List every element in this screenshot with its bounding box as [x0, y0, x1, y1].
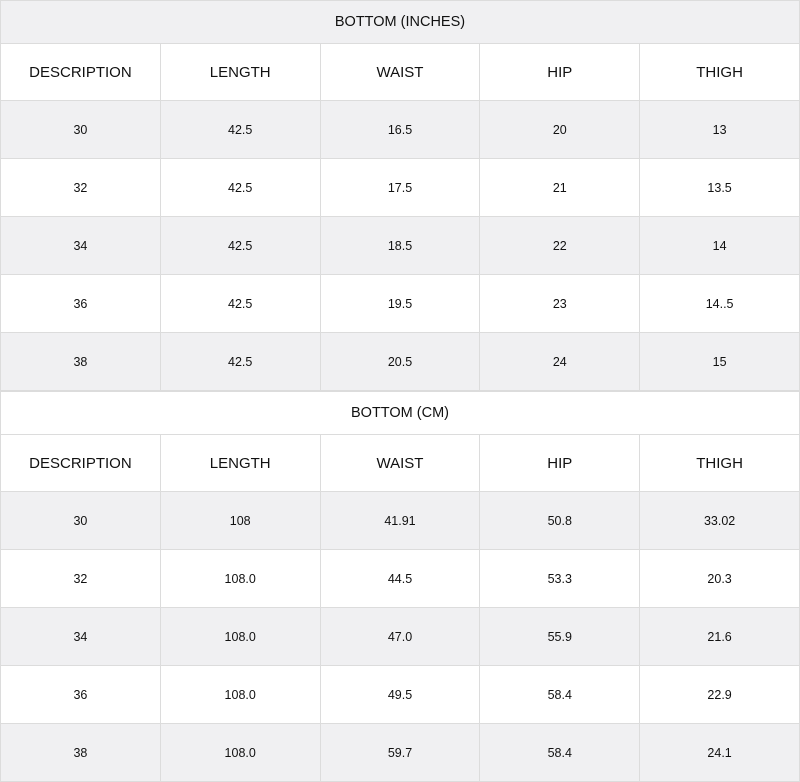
table-cell: 38 — [1, 333, 161, 391]
table-cell: 53.3 — [480, 550, 640, 608]
table-cell: 13 — [640, 101, 800, 159]
table-cell: 24.1 — [640, 724, 800, 782]
table-cell: 16.5 — [320, 101, 480, 159]
table-cell: 17.5 — [320, 159, 480, 217]
table-cell: 108 — [160, 492, 320, 550]
column-header: HIP — [480, 435, 640, 492]
table-cell: 32 — [1, 159, 161, 217]
table-cell: 42.5 — [160, 333, 320, 391]
table-cell: 47.0 — [320, 608, 480, 666]
cm-size-table — [0, 391, 800, 782]
table-row — [1, 159, 800, 217]
column-header: LENGTH — [160, 44, 320, 101]
column-header: HIP — [480, 44, 640, 101]
table-cell: 32 — [1, 550, 161, 608]
table-cell: 18.5 — [320, 217, 480, 275]
table-header-row — [1, 44, 800, 101]
table-cell: 42.5 — [160, 275, 320, 333]
table-cell: 21 — [480, 159, 640, 217]
table-cell: 13.5 — [640, 159, 800, 217]
table-row — [1, 492, 800, 550]
table-cell: 30 — [1, 492, 161, 550]
table-cell: 14..5 — [640, 275, 800, 333]
table-cell: 19.5 — [320, 275, 480, 333]
table-cell: 20 — [480, 101, 640, 159]
table-title-row — [1, 392, 800, 435]
table-cell: 33.02 — [640, 492, 800, 550]
table-cell: 59.7 — [320, 724, 480, 782]
column-header: DESCRIPTION — [1, 435, 161, 492]
table-cell: 22.9 — [640, 666, 800, 724]
table-cell: 42.5 — [160, 101, 320, 159]
table-cell: 30 — [1, 101, 161, 159]
table-cell: 34 — [1, 217, 161, 275]
table-row — [1, 333, 800, 391]
table-cell: 42.5 — [160, 159, 320, 217]
table-cell: 20.5 — [320, 333, 480, 391]
table-cell: 36 — [1, 275, 161, 333]
table-cell: 41.91 — [320, 492, 480, 550]
table-cell: 58.4 — [480, 666, 640, 724]
table-cell: 49.5 — [320, 666, 480, 724]
table-cell: 15 — [640, 333, 800, 391]
table-title: BOTTOM (INCHES) — [1, 1, 800, 44]
table-cell: 108.0 — [160, 666, 320, 724]
table-cell: 50.8 — [480, 492, 640, 550]
column-header: THIGH — [640, 435, 800, 492]
table-cell: 44.5 — [320, 550, 480, 608]
table-row — [1, 101, 800, 159]
table-cell: 14 — [640, 217, 800, 275]
table-row — [1, 608, 800, 666]
table-row — [1, 217, 800, 275]
table-cell: 23 — [480, 275, 640, 333]
table-cell: 108.0 — [160, 550, 320, 608]
table-cell: 108.0 — [160, 724, 320, 782]
table-cell: 21.6 — [640, 608, 800, 666]
table-row — [1, 550, 800, 608]
table-cell: 55.9 — [480, 608, 640, 666]
column-header: WAIST — [320, 44, 480, 101]
table-cell: 36 — [1, 666, 161, 724]
table-title-row — [1, 1, 800, 44]
table-cell: 38 — [1, 724, 161, 782]
table-title: BOTTOM (CM) — [1, 392, 800, 435]
column-header: LENGTH — [160, 435, 320, 492]
table-cell: 58.4 — [480, 724, 640, 782]
column-header: THIGH — [640, 44, 800, 101]
column-header: WAIST — [320, 435, 480, 492]
table-cell: 22 — [480, 217, 640, 275]
table-cell: 108.0 — [160, 608, 320, 666]
table-header-row — [1, 435, 800, 492]
table-cell: 20.3 — [640, 550, 800, 608]
table-cell: 34 — [1, 608, 161, 666]
table-cell: 42.5 — [160, 217, 320, 275]
column-header: DESCRIPTION — [1, 44, 161, 101]
table-row — [1, 724, 800, 782]
table-cell: 24 — [480, 333, 640, 391]
table-row — [1, 275, 800, 333]
table-row — [1, 666, 800, 724]
